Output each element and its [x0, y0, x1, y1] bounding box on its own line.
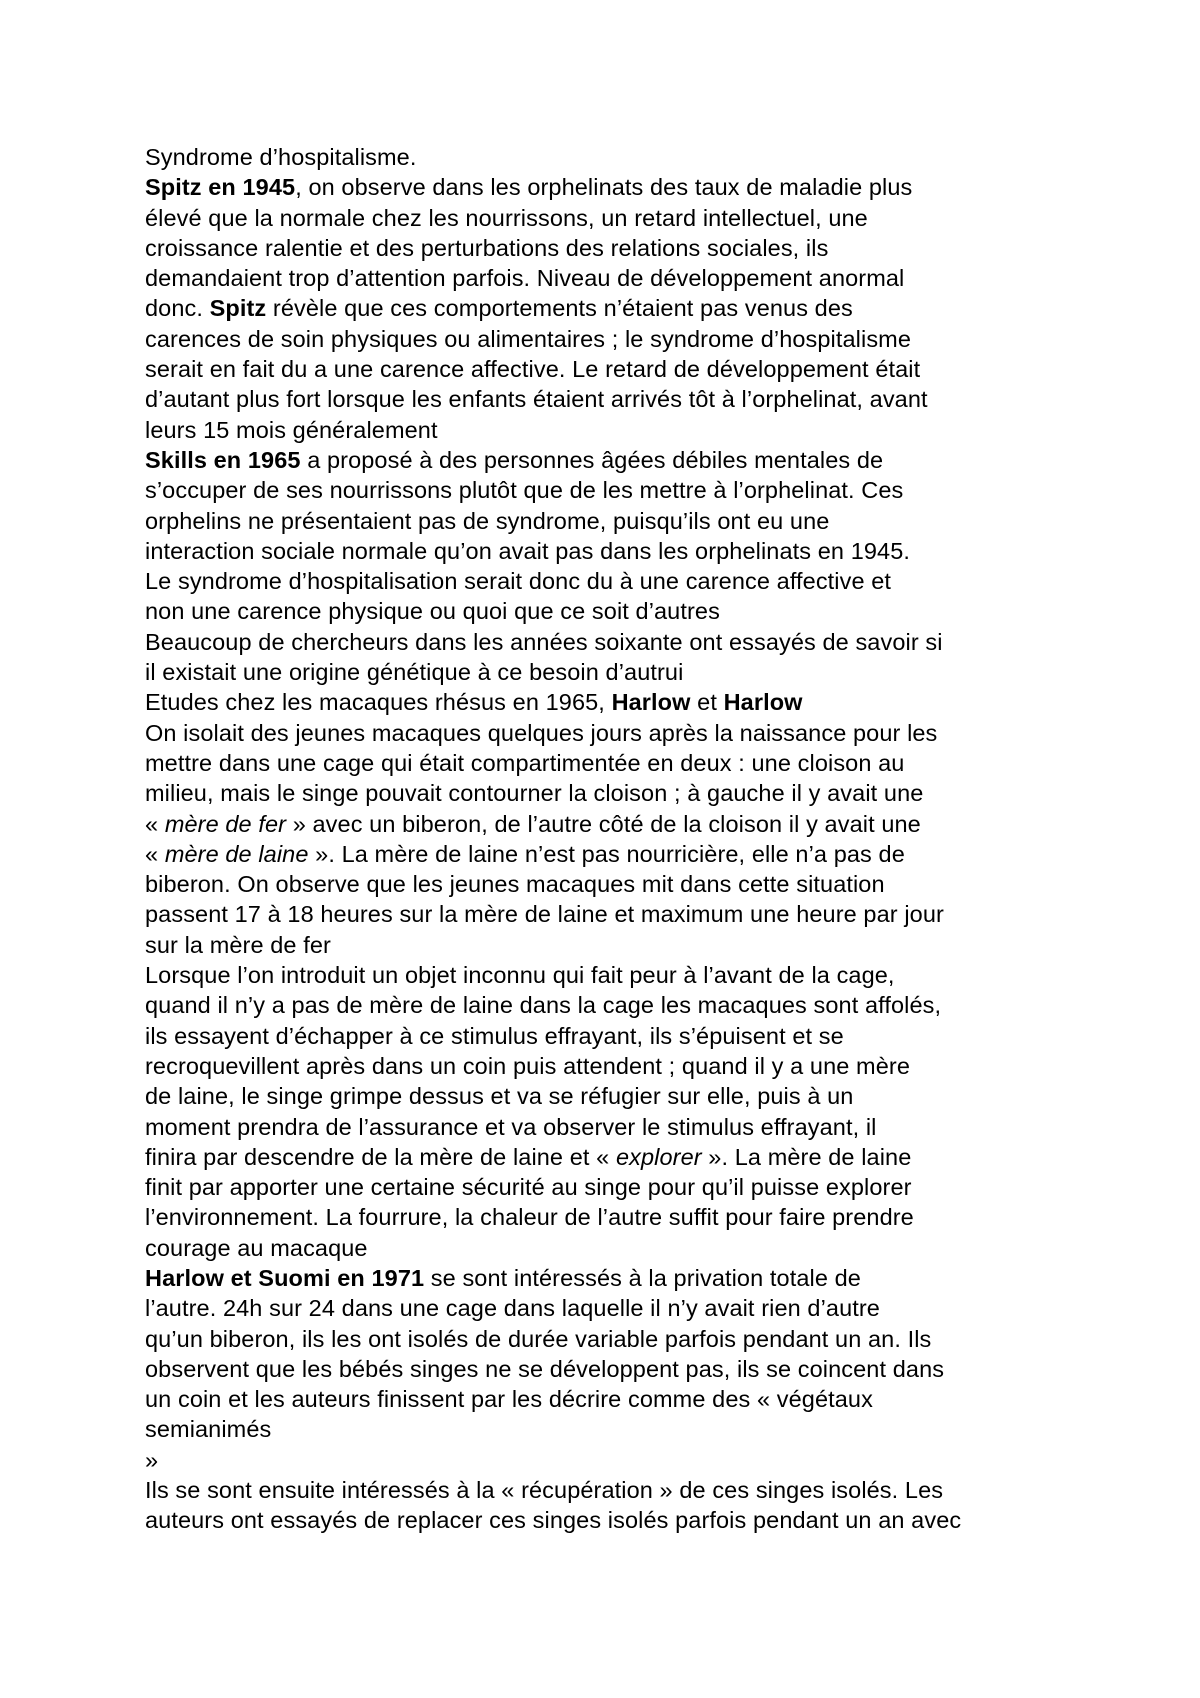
text-line	[145, 839, 1145, 869]
text-line	[145, 506, 1145, 536]
bold-text: Harlow	[611, 689, 691, 716]
text-line	[145, 1324, 1145, 1354]
text-run: passent 17 à 18 heures sur la mère de laine et maximum une heure par jour	[145, 901, 944, 928]
bold-text: Spitz en 1945	[145, 174, 296, 201]
bold-text: Skills en 1965	[145, 446, 301, 473]
text-line	[145, 1293, 1145, 1323]
text-line	[145, 1202, 1145, 1232]
text-line	[145, 354, 1145, 384]
text-run: » avec un biberon, de l’autre côté de la cloison il y avait une	[286, 810, 921, 837]
text-run: carences de soin physiques ou alimentaires ; le syndrome d’hospitalisme	[145, 325, 912, 352]
text-run: Syndrome d’hospitalisme.	[145, 144, 417, 170]
text-run: moment prendra de l’assurance et va observer le stimulus effrayant, il	[145, 1113, 877, 1140]
text-run: demandaient trop d’attention parfois. Niveau de développement anormal	[145, 265, 905, 292]
text-line	[145, 203, 1145, 233]
text-run: Ils se sont ensuite intéressés à la « récupération » de ces singes isolés. Les	[145, 1477, 944, 1504]
text-run: serait en fait du a une carence affective. Le retard de développement était	[145, 356, 921, 383]
text-line	[145, 1112, 1145, 1142]
italic-text: mère de fer	[164, 810, 287, 837]
text-run: révèle que ces comportements n’étaient pas venus des	[266, 295, 853, 322]
text-run: il existait une origine génétique à ce besoin d’autrui	[145, 659, 684, 686]
text-line	[145, 1051, 1145, 1081]
text-line	[145, 1142, 1145, 1172]
text-run: On isolait des jeunes macaques quelques jours après la naissance pour les	[145, 719, 938, 746]
text-line	[145, 293, 1145, 323]
bold-text: Harlow et Suomi en 1971	[145, 1264, 425, 1291]
text-run: l’autre. 24h sur 24 dans une cage dans laquelle il n’y avait rien d’autre	[145, 1295, 880, 1322]
text-line	[145, 475, 1145, 505]
text-run: auteurs ont essayés de replacer ces singes isolés parfois pendant un an avec	[145, 1507, 962, 1534]
text-run: l’environnement. La fourrure, la chaleur de l’autre suffit pour faire prendre	[145, 1204, 914, 1231]
text-run: milieu, mais le singe pouvait contourner la cloison ; à gauche il y avait une	[145, 780, 924, 807]
text-run: de laine, le singe grimpe dessus et va se réfugier sur elle, puis à un	[145, 1083, 854, 1110]
text-line	[145, 566, 1145, 596]
bold-text: Spitz	[209, 295, 267, 322]
text-line	[145, 1475, 1145, 1505]
text-run: croissance ralentie et des perturbations des relations sociales, ils	[145, 234, 829, 261]
italic-text: mère de laine	[164, 840, 309, 867]
text-run: finira par descendre de la mère de laine et «	[145, 1143, 616, 1170]
text-run: Etudes chez les macaques rhésus en 1965,	[145, 689, 612, 716]
text-line	[145, 809, 1145, 839]
text-line	[145, 990, 1145, 1020]
text-run: se sont intéressés à la privation totale de	[424, 1264, 861, 1291]
text-run: un coin et les auteurs finissent par les décrire comme des « végétaux	[145, 1386, 873, 1413]
text-run: s’occuper de ses nourrissons plutôt que de les mettre à l’orphelinat. Ces	[145, 477, 904, 504]
text-line	[145, 930, 1145, 960]
text-line	[145, 748, 1145, 778]
text-line	[145, 172, 1145, 202]
text-run: recroquevillent après dans un coin puis attendent ; quand il y a une mère	[145, 1052, 911, 1079]
document-page	[145, 142, 1145, 1536]
text-line	[145, 1384, 1145, 1414]
text-run: et	[690, 689, 724, 716]
text-run: a proposé à des personnes âgées débiles mentales de	[300, 446, 884, 473]
text-line	[145, 1505, 1145, 1535]
text-line	[145, 142, 1145, 172]
text-run: »	[145, 1446, 159, 1473]
text-line	[145, 1021, 1145, 1051]
text-line	[145, 415, 1145, 445]
text-line	[145, 627, 1145, 657]
text-run: Lorsque l’on introduit un objet inconnu qui fait peur à l’avant de la cage,	[145, 962, 895, 989]
text-line	[145, 596, 1145, 626]
text-run: courage au macaque	[145, 1234, 368, 1261]
text-run: ». La mère de laine	[701, 1143, 912, 1170]
text-run: leurs 15 mois généralement	[145, 416, 438, 443]
text-run: interaction sociale normale qu’on avait pas dans les orphelinats en 1945.	[145, 537, 911, 564]
text-run: Le syndrome d’hospitalisation serait donc du à une carence affective et	[145, 568, 892, 595]
text-line	[145, 1233, 1145, 1263]
text-line	[145, 324, 1145, 354]
text-line	[145, 263, 1145, 293]
text-run: élevé que la normale chez les nourrissons, un retard intellectuel, une	[145, 204, 868, 231]
text-line	[145, 233, 1145, 263]
text-run: «	[145, 840, 165, 867]
text-run: non une carence physique ou quoi que ce soit d’autres	[145, 598, 720, 625]
text-run: semianimés	[145, 1416, 272, 1443]
text-line	[145, 1081, 1145, 1111]
text-run: finit par apporter une certaine sécurité au singe pour qu’il puisse explorer	[145, 1174, 912, 1201]
text-line	[145, 899, 1145, 929]
text-run: biberon. On observe que les jeunes macaques mit dans cette situation	[145, 871, 885, 898]
text-run: observent que les bébés singes ne se développent pas, ils se coincent dans	[145, 1355, 945, 1382]
text-line	[145, 718, 1145, 748]
text-line	[145, 1354, 1145, 1384]
text-line	[145, 1445, 1145, 1475]
text-run: ils essayent d’échapper à ce stimulus effrayant, ils s’épuisent et se	[145, 1022, 844, 1049]
text-line	[145, 536, 1145, 566]
text-run: orphelins ne présentaient pas de syndrome, puisqu’ils ont eu une	[145, 507, 830, 534]
text-run: «	[145, 810, 165, 837]
text-run: , on observe dans les orphelinats des taux de maladie plus	[295, 174, 913, 201]
text-run: quand il n’y a pas de mère de laine dans la cage les macaques sont affolés,	[145, 992, 942, 1019]
text-line	[145, 960, 1145, 990]
text-line	[145, 657, 1145, 687]
text-line	[145, 1172, 1145, 1202]
text-run: Beaucoup de chercheurs dans les années soixante ont essayés de savoir si	[145, 628, 943, 655]
text-line	[145, 687, 1145, 717]
text-line	[145, 445, 1145, 475]
text-run: qu’un biberon, ils les ont isolés de durée variable parfois pendant un an. Ils	[145, 1325, 932, 1352]
italic-text: explorer	[615, 1143, 702, 1170]
text-line	[145, 384, 1145, 414]
text-line	[145, 1414, 1145, 1444]
text-run: ». La mère de laine n’est pas nourricière, elle n’a pas de	[308, 840, 905, 867]
text-line	[145, 1263, 1145, 1293]
text-line	[145, 778, 1145, 808]
bold-text: Harlow	[723, 689, 803, 716]
text-run: mettre dans une cage qui était compartimentée en deux : une cloison au	[145, 749, 905, 776]
text-line	[145, 869, 1145, 899]
text-run: donc.	[145, 295, 210, 322]
text-run: d’autant plus fort lorsque les enfants étaient arrivés tôt à l’orphelinat, avant	[145, 386, 928, 413]
text-run: sur la mère de fer	[145, 931, 331, 958]
